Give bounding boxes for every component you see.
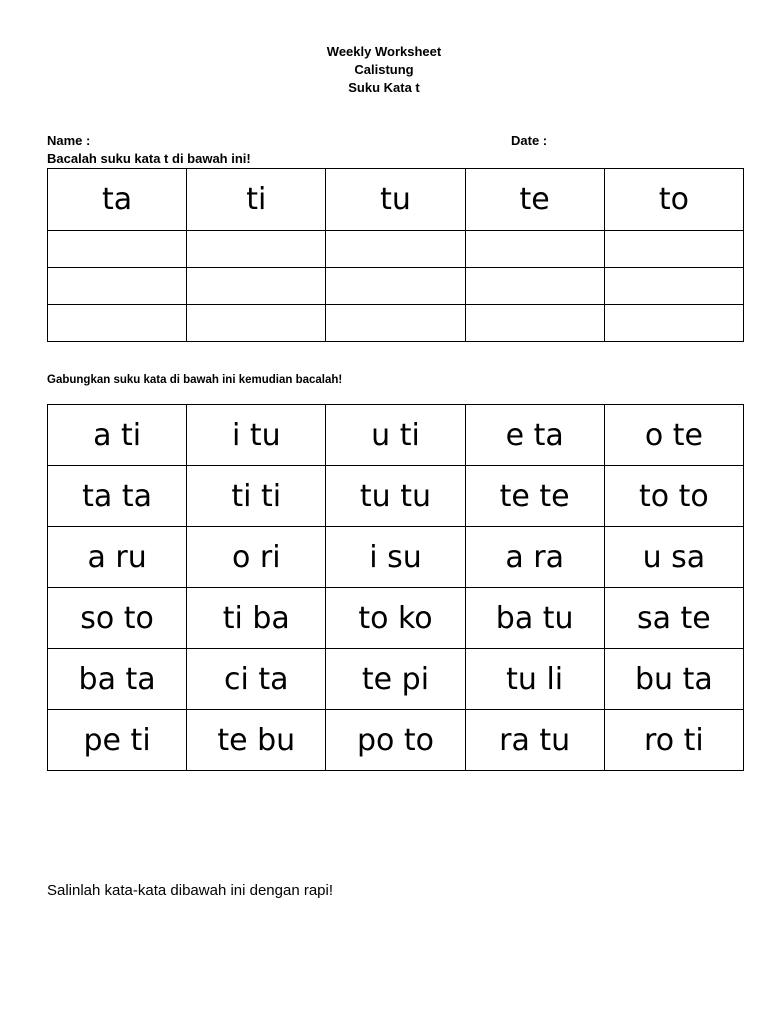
word-cell: u ti: [326, 405, 465, 466]
worksheet-topic: Suku Kata t: [348, 80, 420, 95]
word-cell: i tu: [187, 405, 326, 466]
word-cell: te te: [465, 466, 604, 527]
word-cell: ra tu: [465, 710, 604, 771]
blank-cell[interactable]: [187, 305, 326, 342]
word-cell: to ko: [326, 588, 465, 649]
blank-row: [48, 268, 744, 305]
word-cell: ba tu: [465, 588, 604, 649]
blank-cell[interactable]: [48, 231, 187, 268]
worksheet-subject: Calistung: [354, 62, 414, 77]
blank-cell[interactable]: [48, 305, 187, 342]
syllable-cell: te: [465, 169, 604, 231]
section1-instruction: Bacalah suku kata t di bawah ini!: [47, 151, 251, 166]
word-cell: o te: [604, 405, 743, 466]
worksheet-header: [0, 43, 768, 97]
word-row: [48, 710, 744, 771]
word-cell: sa te: [604, 588, 743, 649]
blank-row: [48, 305, 744, 342]
word-cell: po to: [326, 710, 465, 771]
word-row: [48, 527, 744, 588]
word-cell: ta ta: [48, 466, 187, 527]
date-label: Date :: [511, 133, 548, 148]
blank-cell[interactable]: [465, 305, 604, 342]
word-cell: ro ti: [604, 710, 743, 771]
word-cell: ci ta: [187, 649, 326, 710]
word-cell: te bu: [187, 710, 326, 771]
word-cell: i su: [326, 527, 465, 588]
word-cell: u sa: [604, 527, 743, 588]
blank-cell[interactable]: [187, 231, 326, 268]
word-cell: ba ta: [48, 649, 187, 710]
blank-cell[interactable]: [465, 231, 604, 268]
blank-cell[interactable]: [326, 305, 465, 342]
word-cell: e ta: [465, 405, 604, 466]
blank-cell[interactable]: [604, 305, 743, 342]
section3-instruction: Salinlah kata-kata dibawah ini dengan rapi!: [47, 882, 334, 899]
word-row: [48, 405, 744, 466]
syllable-table: [47, 168, 744, 342]
blank-cell[interactable]: [326, 268, 465, 305]
word-cell: pe ti: [48, 710, 187, 771]
word-cell: so to: [48, 588, 187, 649]
syllable-cell: ti: [187, 169, 326, 231]
word-row: [48, 588, 744, 649]
word-cell: te pi: [326, 649, 465, 710]
word-cell: a ra: [465, 527, 604, 588]
word-cell: o ri: [187, 527, 326, 588]
word-cell: a ru: [48, 527, 187, 588]
word-cell: tu tu: [326, 466, 465, 527]
word-row: [48, 649, 744, 710]
word-cell: to to: [604, 466, 743, 527]
word-table: [47, 404, 744, 771]
blank-cell[interactable]: [48, 268, 187, 305]
blank-row: [48, 231, 744, 268]
name-label: Name :: [47, 133, 91, 148]
worksheet-title: Weekly Worksheet: [326, 44, 442, 59]
syllable-cell: to: [604, 169, 743, 231]
word-cell: ti ba: [187, 588, 326, 649]
syllable-cell: ta: [48, 169, 187, 231]
syllable-header-row: [48, 169, 744, 231]
section2-instruction: Gabungkan suku kata di bawah ini kemudian bacalah!: [47, 374, 343, 386]
word-cell: ti ti: [187, 466, 326, 527]
word-cell: bu ta: [604, 649, 743, 710]
blank-cell[interactable]: [604, 268, 743, 305]
word-cell: a ti: [48, 405, 187, 466]
blank-cell[interactable]: [465, 268, 604, 305]
word-row: [48, 466, 744, 527]
word-cell: tu li: [465, 649, 604, 710]
blank-cell[interactable]: [187, 268, 326, 305]
blank-cell[interactable]: [604, 231, 743, 268]
syllable-cell: tu: [326, 169, 465, 231]
blank-cell[interactable]: [326, 231, 465, 268]
